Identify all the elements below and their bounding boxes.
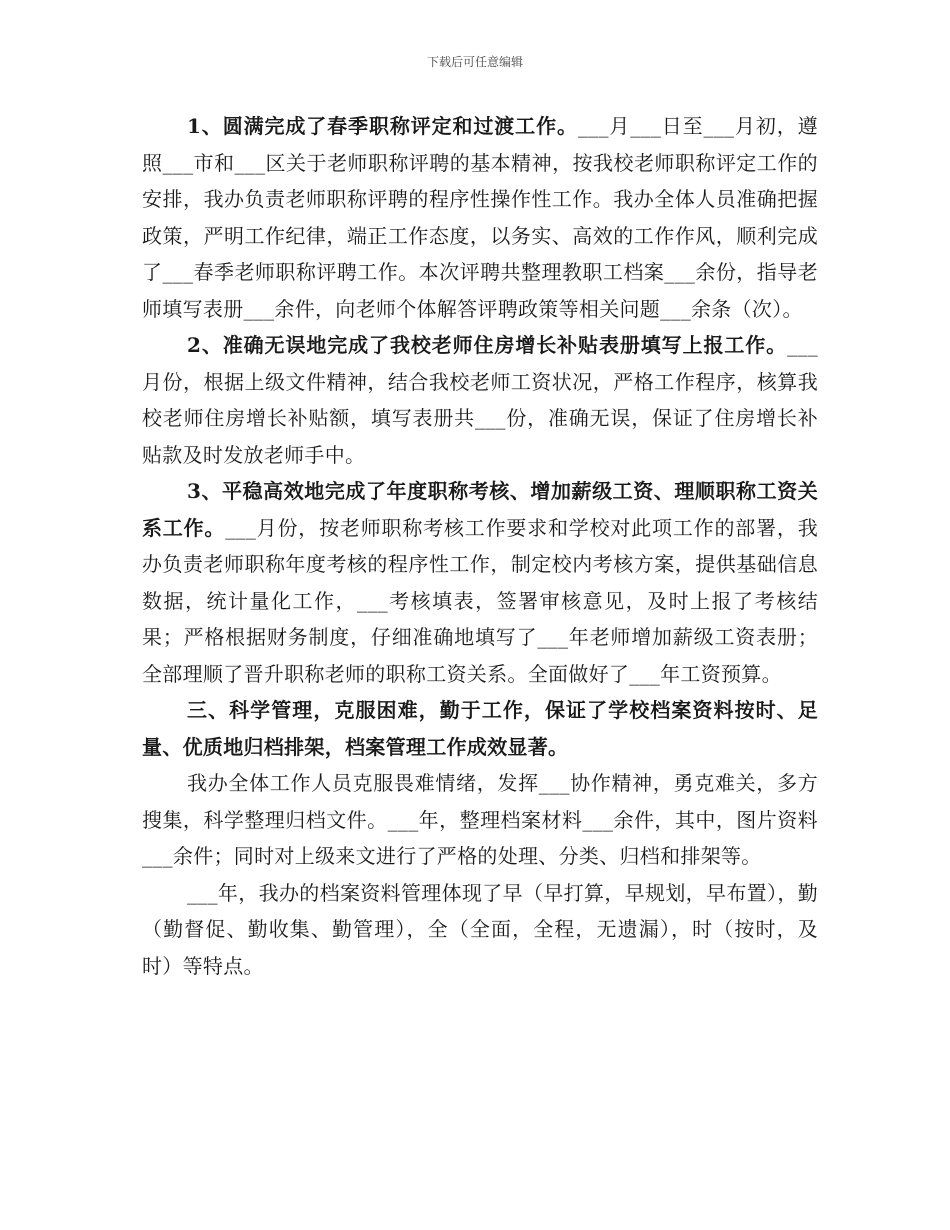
paragraph-1 [142, 108, 818, 327]
page-header-note: 下载后可任意编辑 [426, 55, 523, 69]
paragraph-body: ___月份，按老师职称考核工作要求和学校对此项工作的部署，我办负责老师职称年度考核的程序性工作，制定校内考核方案，提供基础信息数据，统计量化工作，___考核填表，签署审核意见，及时上报了考核结果；严格根据财务制度，仔细准确地填写了___年老师增加薪级工资表册；全部理顺了晋升职称老师的职称工资关系。全面做好了___年工资预算。 [142, 515, 819, 686]
paragraph-body: ___月___日至___月初，遵照___市和___区关于老师职称评聘的基本精神，按我校老师职称评定工作的安排，我办负责老师职称评聘的程序性操作性工作。我办全体人员准确把握政策，严明工作纪律，端正工作态度，以务实、高效的工作作风，顺利完成了___春季老师职称评聘工作。本次评聘共整理教职工档案___余份，指导老师填写表册___余件，向老师个体解答评聘政策等相关问题___余条（次）。 [142, 114, 818, 321]
paragraph-lead: 1、圆满完成了春季职称评定和过渡工作。 [187, 114, 578, 138]
paragraph-5: ___年，我办的档案资料管理体现了早（早打算，早规划，早布置），勤（勤督促、勤收集、勤管理），全（全面，全程，无遗漏），时（按时，及时）等特点。 [142, 880, 818, 978]
paragraph-4: 我办全体工作人员克服畏难情绪，发挥___协作精神，勇克难关，多方搜集，科学整理归档文件。___年，整理档案材料___余件，其中，图片资料___余件；同时对上级来文进行了严格的处理、分类、归档和排架等。 [142, 771, 818, 868]
document-body [142, 108, 818, 984]
paragraph-lead: 2、准确无误地完成了我校老师住房增长补贴表册填写上报工作。 [187, 333, 788, 357]
paragraph-body: ___月份，根据上级文件精神，结合我校老师工资状况，严格工作程序，核算我校老师住房增长补贴额，填写表册共___份，准确无误，保证了住房增长补贴款及时发放老师手中。 [142, 333, 818, 467]
paragraph-3 [142, 473, 818, 692]
paragraph-2 [142, 327, 818, 473]
paragraph-lead: 3、平稳高效地完成了年度职称考核、增加薪级工资、理顺职称工资关系工作。 [142, 479, 818, 540]
section-heading-3: 三、科学管理，克服困难，勤于工作，保证了学校档案资料按时、足量、优质地归档排架，档案管理工作成效显著。 [142, 698, 818, 759]
